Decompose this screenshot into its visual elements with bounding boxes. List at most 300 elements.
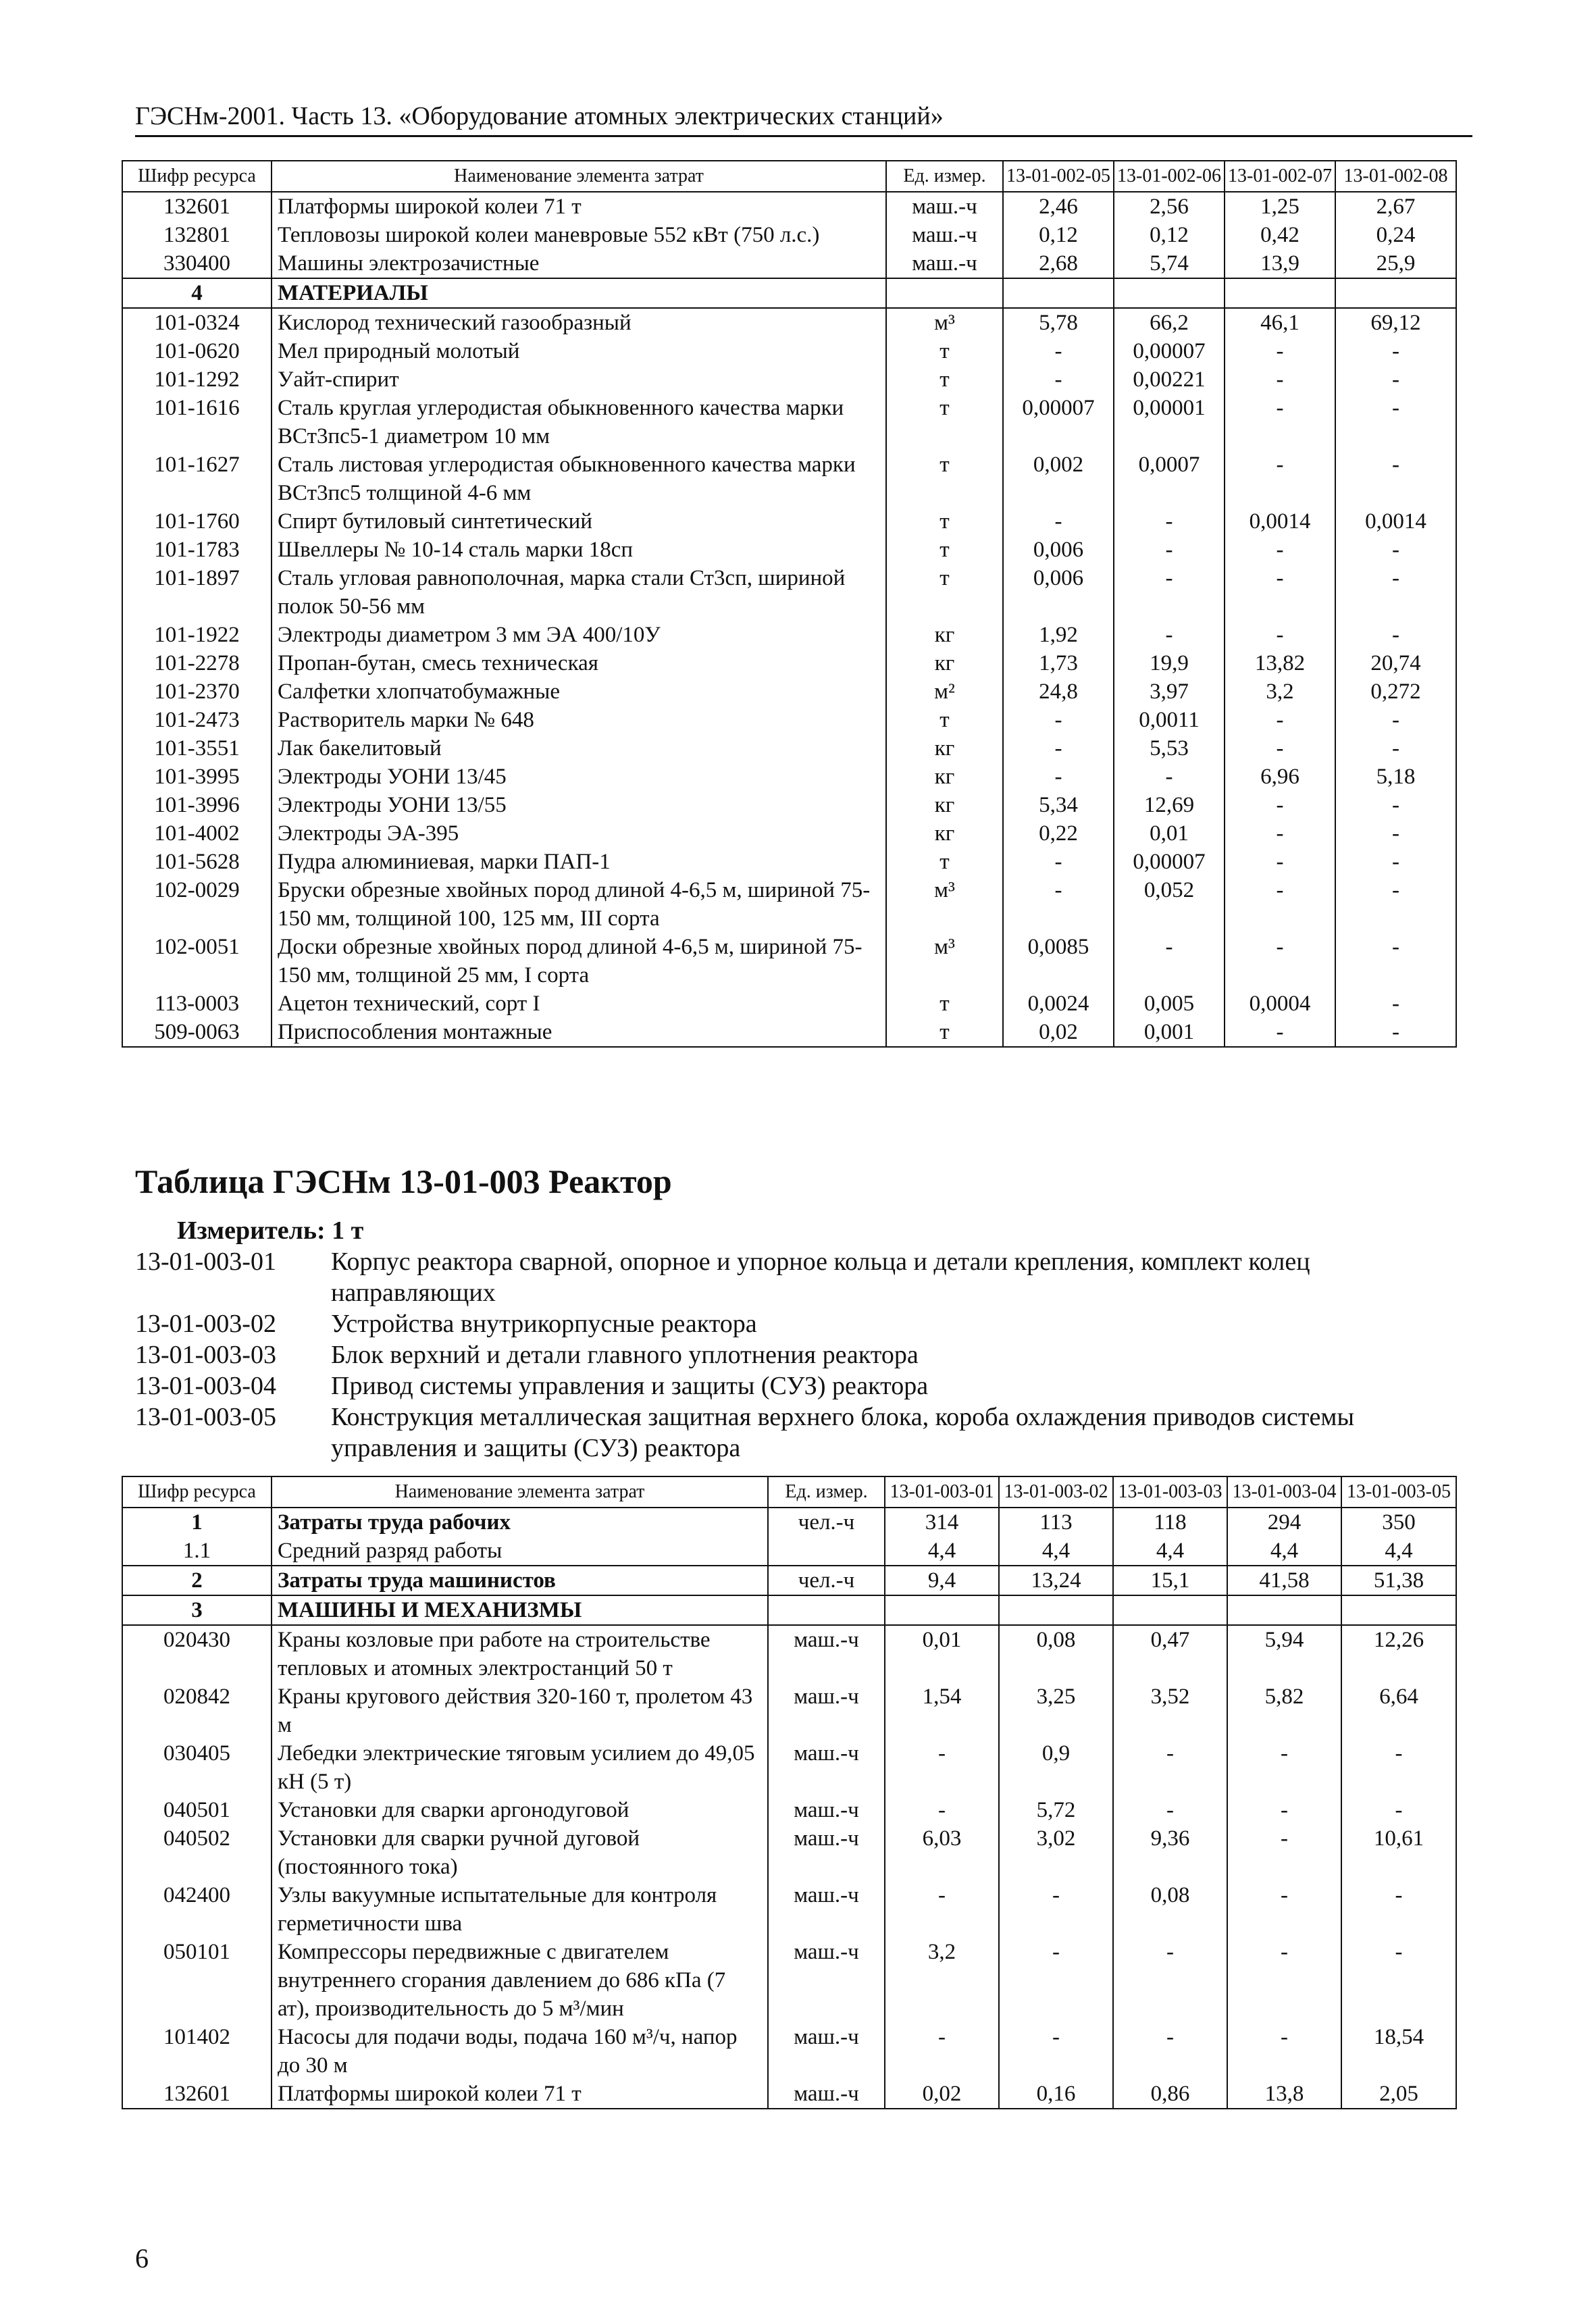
rate-value: 350 bbox=[1341, 1508, 1456, 1537]
unit-of-measure: маш.-ч bbox=[768, 1739, 885, 1796]
rate-value: 0,02 bbox=[1003, 1018, 1114, 1047]
rate-value: 2,67 bbox=[1335, 192, 1456, 221]
resource-code: 4 bbox=[122, 278, 272, 308]
cost-element-name: Салфетки хлопчатобумажные bbox=[272, 677, 886, 706]
resource-code: 020842 bbox=[122, 1682, 272, 1739]
resource-code: 101-4002 bbox=[122, 819, 272, 848]
col-header-rate: 13-01-002-07 bbox=[1225, 161, 1335, 192]
table-row bbox=[122, 1566, 1456, 1595]
rate-value: - bbox=[1003, 876, 1114, 933]
rate-value: - bbox=[1225, 933, 1335, 989]
rate-value: 0,00007 bbox=[1003, 394, 1114, 451]
unit-of-measure: кг bbox=[886, 649, 1003, 677]
table-title: Таблица ГЭСНм 13-01-003 Реактор bbox=[135, 1162, 672, 1200]
rate-value: 0,0004 bbox=[1225, 989, 1335, 1018]
table-body bbox=[122, 1508, 1456, 2109]
work-item-code: 13-01-003-02 bbox=[135, 1310, 276, 1338]
work-item-code: 13-01-003-04 bbox=[135, 1372, 276, 1400]
rate-value: - bbox=[1335, 876, 1456, 933]
resource-code: 101402 bbox=[122, 2023, 272, 2080]
rate-value: 113 bbox=[999, 1508, 1113, 1537]
rate-value: 0,00007 bbox=[1114, 337, 1225, 365]
resource-code: 113-0003 bbox=[122, 989, 272, 1018]
cost-element-name: Лак бакелитовый bbox=[272, 734, 886, 763]
rate-value: - bbox=[1335, 848, 1456, 876]
table-row bbox=[122, 2080, 1456, 2109]
rate-value: 0,08 bbox=[999, 1625, 1113, 1682]
rate-value bbox=[999, 1595, 1113, 1625]
col-header-rate: 13-01-003-01 bbox=[885, 1476, 999, 1508]
rate-value: 118 bbox=[1113, 1508, 1227, 1537]
table-row bbox=[122, 677, 1456, 706]
unit-of-measure: кг bbox=[886, 763, 1003, 791]
rate-value: 9,36 bbox=[1113, 1824, 1227, 1881]
resource-code: 042400 bbox=[122, 1881, 272, 1938]
cost-element-name: Мел природный молотый bbox=[272, 337, 886, 365]
table-row bbox=[122, 249, 1456, 278]
rate-value bbox=[1003, 278, 1114, 308]
col-header-code: Шифр ресурса bbox=[122, 1476, 272, 1508]
table-header-row bbox=[122, 1476, 1456, 1508]
col-header-rate: 13-01-003-05 bbox=[1341, 1476, 1456, 1508]
rate-value: 18,54 bbox=[1341, 2023, 1456, 2080]
rate-value: 5,34 bbox=[1003, 791, 1114, 819]
rate-value: 0,005 bbox=[1114, 989, 1225, 1018]
resource-code: 101-3995 bbox=[122, 763, 272, 791]
rate-value: 6,96 bbox=[1225, 763, 1335, 791]
rate-value: - bbox=[1227, 1824, 1341, 1881]
rate-value: 69,12 bbox=[1335, 308, 1456, 337]
unit-of-measure: чел.-ч bbox=[768, 1566, 885, 1595]
rate-value: - bbox=[1341, 1796, 1456, 1824]
cost-element-name: Машины электрозачистные bbox=[272, 249, 886, 278]
table-row bbox=[122, 1018, 1456, 1047]
rate-value bbox=[1227, 1595, 1341, 1625]
work-item-code: 13-01-003-01 bbox=[135, 1248, 276, 1276]
rate-value: 20,74 bbox=[1335, 649, 1456, 677]
rate-value: - bbox=[1113, 1739, 1227, 1796]
rate-value: 66,2 bbox=[1114, 308, 1225, 337]
rate-value: - bbox=[1003, 706, 1114, 734]
cost-element-name: Затраты труда машинистов bbox=[272, 1566, 768, 1595]
resource-code: 050101 bbox=[122, 1938, 272, 2023]
table-row bbox=[122, 989, 1456, 1018]
rate-value: 2,68 bbox=[1003, 249, 1114, 278]
resource-code: 030405 bbox=[122, 1739, 272, 1796]
rate-value bbox=[1225, 278, 1335, 308]
resource-code: 132801 bbox=[122, 221, 272, 249]
rate-value: - bbox=[1335, 734, 1456, 763]
rate-value: - bbox=[1225, 1018, 1335, 1047]
rate-value: - bbox=[1335, 451, 1456, 507]
rate-value: 3,52 bbox=[1113, 1682, 1227, 1739]
rate-value: - bbox=[1227, 2023, 1341, 2080]
rate-value: 3,2 bbox=[885, 1938, 999, 2023]
cost-element-name: Средний разряд работы bbox=[272, 1537, 768, 1566]
rate-value: - bbox=[885, 2023, 999, 2080]
unit-of-measure: маш.-ч bbox=[768, 1796, 885, 1824]
col-header-unit: Ед. измер. bbox=[886, 161, 1003, 192]
unit-of-measure: маш.-ч bbox=[768, 2080, 885, 2109]
resource-code: 509-0063 bbox=[122, 1018, 272, 1047]
table-row bbox=[122, 621, 1456, 649]
table-row bbox=[122, 365, 1456, 394]
rate-value: 0,22 bbox=[1003, 819, 1114, 848]
resource-code: 1.1 bbox=[122, 1537, 272, 1566]
rate-value: - bbox=[1113, 1796, 1227, 1824]
cost-element-name: Пудра алюминиевая, марки ПАП-1 bbox=[272, 848, 886, 876]
rate-value: 3,02 bbox=[999, 1824, 1113, 1881]
rate-value: 1,92 bbox=[1003, 621, 1114, 649]
rate-value: - bbox=[1114, 621, 1225, 649]
resource-code: 2 bbox=[122, 1566, 272, 1595]
unit-of-measure: м² bbox=[886, 677, 1003, 706]
resource-code: 020430 bbox=[122, 1625, 272, 1682]
rate-value: - bbox=[1114, 564, 1225, 621]
rate-value: 41,58 bbox=[1227, 1566, 1341, 1595]
table-row bbox=[122, 734, 1456, 763]
resource-code: 101-2473 bbox=[122, 706, 272, 734]
rate-value: 1,73 bbox=[1003, 649, 1114, 677]
rate-value: - bbox=[1113, 2023, 1227, 2080]
unit-of-measure: м³ bbox=[886, 933, 1003, 989]
table-row bbox=[122, 763, 1456, 791]
table-row bbox=[122, 394, 1456, 451]
rate-value: - bbox=[1341, 1739, 1456, 1796]
rate-value: 13,9 bbox=[1225, 249, 1335, 278]
unit-of-measure: маш.-ч bbox=[768, 2023, 885, 2080]
unit-of-measure: кг bbox=[886, 621, 1003, 649]
rate-value: - bbox=[1225, 791, 1335, 819]
unit-of-measure: маш.-ч bbox=[768, 1824, 885, 1881]
col-header-rate: 13-01-002-06 bbox=[1114, 161, 1225, 192]
table-row bbox=[122, 278, 1456, 308]
work-item-description: Привод системы управления и защиты (СУЗ) реактора bbox=[331, 1372, 929, 1400]
table-row bbox=[122, 536, 1456, 564]
page-number: 6 bbox=[135, 2243, 149, 2273]
rate-value: - bbox=[1341, 1938, 1456, 2023]
rate-value: 9,4 bbox=[885, 1566, 999, 1595]
rate-value: 0,01 bbox=[1114, 819, 1225, 848]
work-item-description: Устройства внутрикорпусные реактора bbox=[331, 1310, 757, 1338]
rate-value: - bbox=[1335, 989, 1456, 1018]
col-header-rate: 13-01-003-02 bbox=[999, 1476, 1113, 1508]
unit-of-measure: т bbox=[886, 365, 1003, 394]
rate-value: 2,56 bbox=[1114, 192, 1225, 221]
unit-of-measure: кг bbox=[886, 791, 1003, 819]
cost-element-name: Установки для сварки аргонодуговой bbox=[272, 1796, 768, 1824]
rate-value: 0,0024 bbox=[1003, 989, 1114, 1018]
rate-value: 5,94 bbox=[1227, 1625, 1341, 1682]
cost-element-name: Ацетон технический, сорт I bbox=[272, 989, 886, 1018]
rate-value: 5,53 bbox=[1114, 734, 1225, 763]
rate-value bbox=[885, 1595, 999, 1625]
cost-element-name: Сталь круглая углеродистая обыкновенного качества марки ВСт3пс5-1 диаметром 10 мм bbox=[272, 394, 886, 451]
col-header-rate: 13-01-002-05 bbox=[1003, 161, 1114, 192]
rate-value: - bbox=[1335, 819, 1456, 848]
rate-value: - bbox=[1227, 1739, 1341, 1796]
table-row bbox=[122, 1625, 1456, 1682]
col-header-code: Шифр ресурса bbox=[122, 161, 272, 192]
unit-of-measure: м³ bbox=[886, 308, 1003, 337]
rate-value: - bbox=[999, 1938, 1113, 2023]
rate-value: 13,8 bbox=[1227, 2080, 1341, 2109]
unit-of-measure: т bbox=[886, 848, 1003, 876]
rate-value: 5,78 bbox=[1003, 308, 1114, 337]
cost-element-name: Пропан-бутан, смесь техническая bbox=[272, 649, 886, 677]
col-header-unit: Ед. измер. bbox=[768, 1476, 885, 1508]
unit-of-measure: маш.-ч bbox=[768, 1881, 885, 1938]
rate-value: 1,54 bbox=[885, 1682, 999, 1739]
cost-element-name: Бруски обрезные хвойных пород длиной 4-6,5 м, шириной 75-150 мм, толщиной 100, 125 мм, III сорта bbox=[272, 876, 886, 933]
cost-element-name: Растворитель марки № 648 bbox=[272, 706, 886, 734]
work-item-code: 13-01-003-05 bbox=[135, 1403, 276, 1431]
rate-value: - bbox=[999, 1881, 1113, 1938]
table-row bbox=[122, 876, 1456, 933]
resource-table-13-01-003 bbox=[122, 1476, 1457, 2109]
rate-value: 2,05 bbox=[1341, 2080, 1456, 2109]
rate-value: 24,8 bbox=[1003, 677, 1114, 706]
resource-code: 101-1760 bbox=[122, 507, 272, 536]
rate-value: - bbox=[1335, 365, 1456, 394]
work-items-list bbox=[135, 1246, 1459, 1464]
table-row bbox=[122, 1537, 1456, 1566]
rate-value: 1,25 bbox=[1225, 192, 1335, 221]
resource-code: 101-1897 bbox=[122, 564, 272, 621]
rate-value: - bbox=[1114, 536, 1225, 564]
table-row bbox=[122, 337, 1456, 365]
rate-value: - bbox=[1225, 451, 1335, 507]
rate-value: - bbox=[1003, 507, 1114, 536]
rate-value: 0,9 bbox=[999, 1739, 1113, 1796]
rate-value bbox=[1114, 278, 1225, 308]
rate-value: - bbox=[1335, 564, 1456, 621]
cost-element-name: Электроды диаметром 3 мм ЭА 400/10У bbox=[272, 621, 886, 649]
rate-value bbox=[1335, 278, 1456, 308]
cost-element-name: Сталь угловая равнополочная, марка стали Ст3сп, шириной полок 50-56 мм bbox=[272, 564, 886, 621]
rate-value: 25,9 bbox=[1335, 249, 1456, 278]
rate-value: - bbox=[1225, 621, 1335, 649]
rate-value: - bbox=[1003, 848, 1114, 876]
rate-value: - bbox=[1114, 763, 1225, 791]
unit-of-measure: кг bbox=[886, 819, 1003, 848]
rate-value: 10,61 bbox=[1341, 1824, 1456, 1881]
unit-of-measure bbox=[768, 1595, 885, 1625]
rate-value: 4,4 bbox=[885, 1537, 999, 1566]
rate-value: 6,03 bbox=[885, 1824, 999, 1881]
rate-value: 3,2 bbox=[1225, 677, 1335, 706]
rate-value: 5,18 bbox=[1335, 763, 1456, 791]
rate-value: 6,64 bbox=[1341, 1682, 1456, 1739]
table-row bbox=[122, 564, 1456, 621]
rate-value: - bbox=[885, 1881, 999, 1938]
rate-value bbox=[1113, 1595, 1227, 1625]
rate-value: 15,1 bbox=[1113, 1566, 1227, 1595]
resource-code: 330400 bbox=[122, 249, 272, 278]
col-header-name: Наименование элемента затрат bbox=[272, 161, 886, 192]
rate-value: - bbox=[1335, 791, 1456, 819]
unit-of-measure: т bbox=[886, 1018, 1003, 1047]
unit-of-measure: маш.-ч bbox=[886, 221, 1003, 249]
table-row bbox=[122, 221, 1456, 249]
work-item bbox=[135, 1402, 1459, 1464]
cost-element-name: Электроды УОНИ 13/55 bbox=[272, 791, 886, 819]
rate-value: 0,24 bbox=[1335, 221, 1456, 249]
table-row bbox=[122, 1508, 1456, 1537]
resource-code: 132601 bbox=[122, 192, 272, 221]
cost-element-name: Краны кругового действия 320-160 т, пролетом 43 м bbox=[272, 1682, 768, 1739]
work-item-description: Корпус реактора сварной, опорное и упорное кольца и детали крепления, комплект колец направляющих bbox=[331, 1248, 1310, 1307]
rate-value: 0,0011 bbox=[1114, 706, 1225, 734]
rate-value: 0,02 bbox=[885, 2080, 999, 2109]
rate-value: - bbox=[1225, 876, 1335, 933]
work-item bbox=[135, 1246, 1459, 1308]
resource-code: 101-1922 bbox=[122, 621, 272, 649]
unit-of-measure: маш.-ч bbox=[886, 192, 1003, 221]
rate-value: - bbox=[1225, 564, 1335, 621]
rate-value: 46,1 bbox=[1225, 308, 1335, 337]
cost-element-name: Электроды УОНИ 13/45 bbox=[272, 763, 886, 791]
table-row bbox=[122, 1595, 1456, 1625]
cost-element-name: МАШИНЫ И МЕХАНИЗМЫ bbox=[272, 1595, 768, 1625]
rate-value: - bbox=[1335, 621, 1456, 649]
work-item bbox=[135, 1339, 1459, 1370]
cost-element-name: Насосы для подачи воды, подача 160 м³/ч, напор до 30 м bbox=[272, 2023, 768, 2080]
table-row bbox=[122, 1824, 1456, 1881]
table-header-row bbox=[122, 161, 1456, 192]
measure-label: Измеритель: bbox=[177, 1216, 326, 1245]
resource-code: 101-0620 bbox=[122, 337, 272, 365]
rate-value: - bbox=[1225, 706, 1335, 734]
table-row bbox=[122, 649, 1456, 677]
rate-value: 12,26 bbox=[1341, 1625, 1456, 1682]
rate-value: - bbox=[1335, 1018, 1456, 1047]
unit-of-measure: т bbox=[886, 394, 1003, 451]
resource-code: 040501 bbox=[122, 1796, 272, 1824]
rate-value: 0,0014 bbox=[1225, 507, 1335, 536]
rate-value: - bbox=[1225, 337, 1335, 365]
rate-value: - bbox=[885, 1796, 999, 1824]
unit-of-measure: т bbox=[886, 989, 1003, 1018]
unit-of-measure: кг bbox=[886, 734, 1003, 763]
rate-value: - bbox=[1003, 763, 1114, 791]
cost-element-name: Лебедки электрические тяговым усилием до 49,05 кН (5 т) bbox=[272, 1739, 768, 1796]
rate-value: 0,42 bbox=[1225, 221, 1335, 249]
unit-of-measure: т bbox=[886, 451, 1003, 507]
table-row bbox=[122, 706, 1456, 734]
table-body bbox=[122, 192, 1456, 1047]
rate-value: - bbox=[1225, 365, 1335, 394]
cost-element-name: Уайт-спирит bbox=[272, 365, 886, 394]
col-header-rate: 13-01-002-08 bbox=[1335, 161, 1456, 192]
resource-code: 101-2278 bbox=[122, 649, 272, 677]
table-row bbox=[122, 791, 1456, 819]
rate-value: - bbox=[885, 1739, 999, 1796]
rate-value: 0,0085 bbox=[1003, 933, 1114, 989]
work-item-code: 13-01-003-03 bbox=[135, 1341, 276, 1369]
cost-element-name: Кислород технический газообразный bbox=[272, 308, 886, 337]
unit-of-measure: чел.-ч bbox=[768, 1508, 885, 1537]
col-header-rate: 13-01-003-03 bbox=[1113, 1476, 1227, 1508]
resource-code: 102-0029 bbox=[122, 876, 272, 933]
rate-value: 0,01 bbox=[885, 1625, 999, 1682]
cost-element-name: Тепловозы широкой колеи маневровые 552 кВт (750 л.с.) bbox=[272, 221, 886, 249]
measure-value: 1 т bbox=[332, 1216, 364, 1245]
col-header-name: Наименование элемента затрат bbox=[272, 1476, 768, 1508]
unit-of-measure bbox=[768, 1537, 885, 1566]
cost-element-name: Краны козловые при работе на строительстве тепловых и атомных электростанций 50 т bbox=[272, 1625, 768, 1682]
table-row bbox=[122, 848, 1456, 876]
rate-value: - bbox=[1114, 507, 1225, 536]
rate-value: 4,4 bbox=[1227, 1537, 1341, 1566]
rate-value: - bbox=[1227, 1796, 1341, 1824]
rate-value: - bbox=[1003, 734, 1114, 763]
unit-of-measure: маш.-ч bbox=[768, 1625, 885, 1682]
rate-value: - bbox=[999, 2023, 1113, 2080]
rate-value: 0,00221 bbox=[1114, 365, 1225, 394]
rate-value: 3,25 bbox=[999, 1682, 1113, 1739]
rate-value: - bbox=[1225, 536, 1335, 564]
rate-value: 0,001 bbox=[1114, 1018, 1225, 1047]
unit-of-measure: т bbox=[886, 507, 1003, 536]
unit-of-measure: маш.-ч bbox=[768, 1938, 885, 2023]
cost-element-name: Электроды ЭА-395 bbox=[272, 819, 886, 848]
rate-value: 4,4 bbox=[1341, 1537, 1456, 1566]
rate-value: - bbox=[1227, 1938, 1341, 2023]
cost-element-name: МАТЕРИАЛЫ bbox=[272, 278, 886, 308]
rate-value: 0,006 bbox=[1003, 564, 1114, 621]
cost-element-name: Компрессоры передвижные с двигателем внутреннего сгорания давлением до 686 кПа (7 ат), производительность до 5 м³/мин bbox=[272, 1938, 768, 2023]
rate-value: 4,4 bbox=[999, 1537, 1113, 1566]
rate-value: 0,052 bbox=[1114, 876, 1225, 933]
resource-code: 101-5628 bbox=[122, 848, 272, 876]
work-item-description: Блок верхний и детали главного уплотнения реактора bbox=[331, 1341, 919, 1369]
table-row bbox=[122, 1881, 1456, 1938]
cost-element-name: Установки для сварки ручной дуговой (постоянного тока) bbox=[272, 1824, 768, 1881]
rate-value: - bbox=[1335, 337, 1456, 365]
resource-code: 101-0324 bbox=[122, 308, 272, 337]
unit-of-measure: маш.-ч bbox=[768, 1682, 885, 1739]
col-header-rate: 13-01-003-04 bbox=[1227, 1476, 1341, 1508]
unit-of-measure bbox=[886, 278, 1003, 308]
table-row bbox=[122, 507, 1456, 536]
table-row bbox=[122, 1938, 1456, 2023]
rate-value: 0,002 bbox=[1003, 451, 1114, 507]
measure-line bbox=[177, 1216, 363, 1245]
rate-value: - bbox=[1113, 1938, 1227, 2023]
rate-value: 0,00007 bbox=[1114, 848, 1225, 876]
rate-value: 0,16 bbox=[999, 2080, 1113, 2109]
resource-code: 040502 bbox=[122, 1824, 272, 1881]
cost-element-name: Швеллеры № 10-14 сталь марки 18сп bbox=[272, 536, 886, 564]
rate-value: 5,74 bbox=[1114, 249, 1225, 278]
rate-value: 0,0014 bbox=[1335, 507, 1456, 536]
rate-value: 294 bbox=[1227, 1508, 1341, 1537]
work-item bbox=[135, 1308, 1459, 1339]
work-item bbox=[135, 1370, 1459, 1402]
running-header: ГЭСНм-2001. Часть 13. «Оборудование атомных электрических станций» bbox=[135, 101, 1472, 137]
rate-value: - bbox=[1225, 734, 1335, 763]
table-row bbox=[122, 192, 1456, 221]
unit-of-measure: маш.-ч bbox=[886, 249, 1003, 278]
rate-value: 0,272 bbox=[1335, 677, 1456, 706]
rate-value: - bbox=[1341, 1881, 1456, 1938]
rate-value: 5,82 bbox=[1227, 1682, 1341, 1739]
rate-value: 4,4 bbox=[1113, 1537, 1227, 1566]
resource-table-13-01-002 bbox=[122, 160, 1457, 1048]
rate-value: - bbox=[1335, 536, 1456, 564]
resource-code: 101-3551 bbox=[122, 734, 272, 763]
